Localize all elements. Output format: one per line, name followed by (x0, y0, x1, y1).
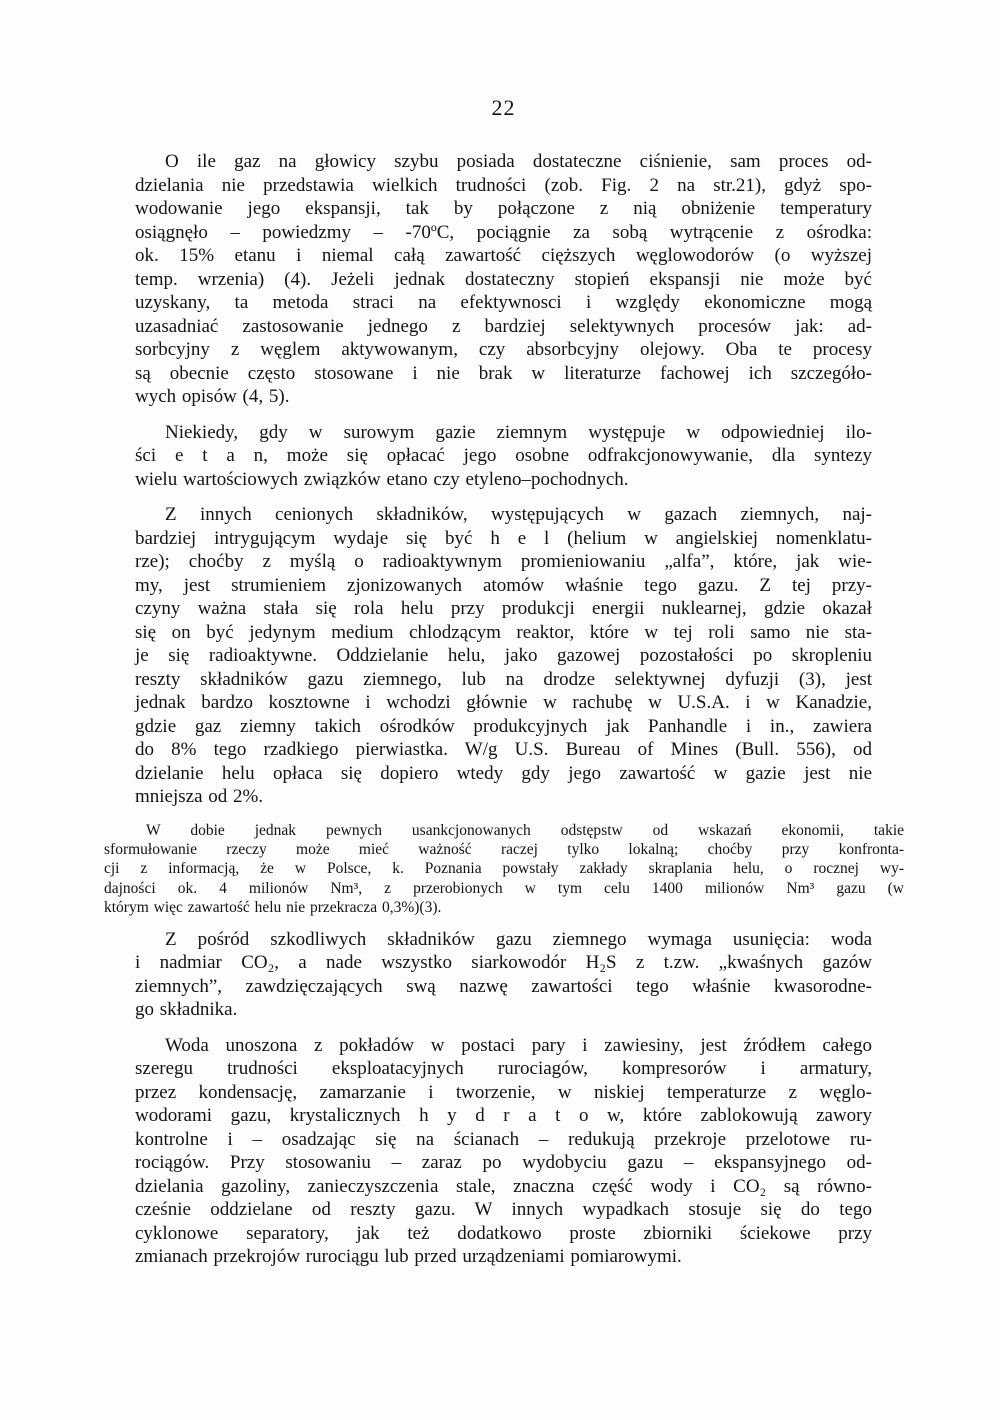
text-line: wielu wartościowych związków etano czy etyleno–pochodnych. (135, 468, 629, 490)
text-line: wodorami gazu, krystalicznych h y d r a t o w, które zablokowują zawory (135, 1105, 872, 1127)
text-line: mniejsza od 2%. (135, 786, 264, 807)
text-line: sformułowanie rzeczy może mieć ważność raczej tylko lokalną; choćby przy konfronta- (104, 840, 904, 858)
text-line: zmianach przekrojów rurociągu lub przed urządzeniami pomiarowymi. (135, 1246, 682, 1268)
text-line: wych opisów (4, 5). (135, 386, 290, 407)
text-line: bardziej intrygującym wydaje się być h e l (helium w angielskiej nomenklatu- (135, 527, 872, 549)
text-line: i nadmiar CO₂, a nade wszystko siarkowodór H₂S z t.zw. „kwaśnych gazów (135, 952, 872, 974)
paragraph-3 (135, 503, 872, 809)
text-line: czyny ważna stała się rola helu przy produkcji energii nuklearnej, gdzie okazał (135, 598, 872, 619)
text-line: przez kondensację, zamarzanie i tworzenie, w niskiej temperaturze z węglo- (135, 1081, 872, 1103)
text-line: dajności ok. 4 milionów Nm³, z przerobionych w tym celu 1400 milionów Nm³ gazu (w (104, 879, 904, 897)
text-line: ziemnych”, zawdzięczających swą nazwę zawartości tego właśnie kwasorodne- (135, 975, 872, 997)
text-line: ści e t a n, może się opłacać jego osobne odfrakcjonowywanie, dla syntezy (135, 445, 872, 466)
text-line: Z pośród szkodliwych składników gazu ziemnego wymaga usunięcia: woda (165, 928, 872, 950)
text-line: gdzie gaz ziemny takich ośrodków produkcyjnych jak Panhandle i in., zawiera (135, 715, 872, 737)
text-line: cji z informacją, że w Polsce, k. Poznania powstały zakłady skraplania helu, o rocznej wy- (104, 860, 904, 878)
text-line: ok. 15% etanu i niemal całą zawartość cięższych węglowodorów (o wyższej (135, 245, 872, 266)
text-line: uzasadniać zastosowanie jednego z bardziej selektywnych procesów jak: ad- (135, 315, 872, 337)
text-line: dzielania nie przedstawia wielkich trudności (zob. Fig. 2 na str.21), gdyż spo- (135, 174, 872, 196)
text-line: cyklonowe separatory, jak też dodatkowo proste zbiorniki ściekowe przy (135, 1222, 872, 1244)
text-line: O ile gaz na głowicy szybu posiada dostateczne ciśnienie, sam proces od- (165, 151, 872, 172)
text-line: Woda unoszona z pokładów w postaci pary i zawiesiny, jest źródłem całego (165, 1034, 872, 1056)
paragraph-5 (135, 1034, 872, 1269)
text-line: jednak bardzo kosztowne i wchodzi głównie w rachubę w U.S.A. i w Kanadzie, (135, 692, 872, 713)
text-line: do 8% tego rzadkiego pierwiastka. W/g U.S. Bureau of Mines (Bull. 556), od (135, 739, 872, 760)
text-line: osiągnęło – powiedzmy – -70ºC, pociągnie za sobą wytrącenie z ośrodka: (135, 221, 872, 243)
page-number: 22 (491, 95, 516, 120)
text-line: my, jest strumieniem zjonizowanych atomów właśnie tego gazu. Z tej przy- (135, 574, 872, 596)
text-line: sorbcyjny z węglem aktywowanym, czy absorbcyjny olejowy. Oba te procesy (135, 339, 872, 360)
text-line: rociągów. Przy stosowaniu – zaraz po wydobyciu gazu – ekspansyjnego od- (135, 1152, 872, 1174)
page-body (104, 150, 904, 1281)
text-line: temp. wrzenia) (4). Jeżeli jednak dostateczny stopień ekspansji nie może być (135, 268, 872, 290)
text-line: wodowanie jego ekspansji, tak by połączone z nią obniżenie temperatury (135, 198, 872, 219)
paragraph-2 (135, 421, 872, 492)
text-line: kontrolne i – osadzając się na ścianach – redukują przekroje przelotowe ru- (135, 1128, 872, 1150)
footnote-paragraph (104, 821, 904, 918)
text-line: szeregu trudności eksploatacyjnych rurociagów, kompresorów i armatury, (135, 1058, 872, 1080)
text-line: go składnika. (135, 999, 238, 1021)
text-line: dzielania gazoliny, zanieczyszczenia stale, znaczna część wody i CO₂ są równo- (135, 1175, 872, 1197)
text-line: rze); choćby z myślą o radioaktywnym promieniowaniu „alfa”, które, jak wie- (135, 551, 872, 572)
text-line: uzyskany, ta metoda straci na efektywnosci i względy ekonomiczne mogą (135, 292, 872, 313)
text-line: są obecnie często stosowane i nie brak w literaturze fachowej ich szczegóło- (135, 362, 872, 384)
text-line: którym więc zawartość helu nie przekracza 0,3%)(3). (104, 899, 442, 917)
text-line: Niekiedy, gdy w surowym gazie ziemnym występuje w odpowiedniej ilo- (165, 421, 872, 443)
text-line: je się radioaktywne. Oddzielanie helu, jako gazowej pozostałości po skropleniu (135, 645, 872, 666)
text-line: Z innych cenionych składników, występujących w gazach ziemnych, naj- (165, 504, 872, 525)
text-line: dzielanie helu opłaca się dopiero wtedy gdy jego zawartość w gazie jest nie (135, 762, 872, 784)
text-line: się on być jedynym medium chlodzącym reaktor, które w tej roli samo nie sta- (135, 621, 872, 643)
text-line: reszty składników gazu ziemnego, lub na drodze selektywnej dyfuzji (3), jest (135, 668, 872, 690)
text-line: cześnie oddzielane od reszty gazu. W innych wypadkach stosuje się do tego (135, 1199, 872, 1221)
paragraph-1 (135, 150, 872, 409)
paragraph-4 (135, 928, 872, 1022)
text-line: W dobie jednak pewnych usankcjonowanych odstępstw od wskazań ekonomii, takie (146, 821, 904, 839)
